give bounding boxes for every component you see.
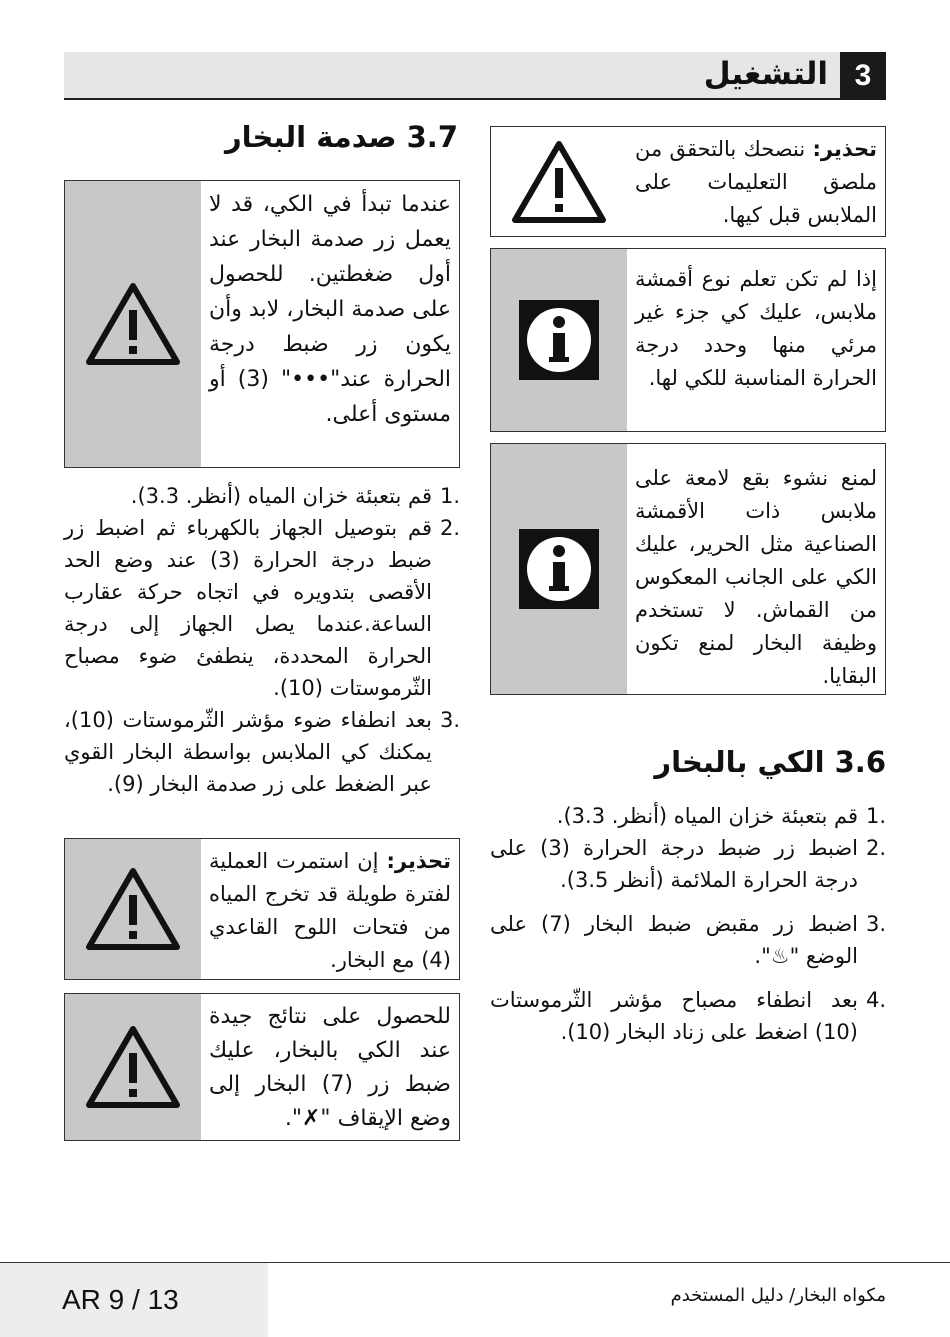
- warning-box-steam-off: [64, 993, 460, 1141]
- warning-icon-cell: [65, 839, 201, 979]
- warning-text-steam-off: للحصول على نتائج جيدة عند الكي بالبخار، عليك ضبط زر (7) البخار إلى وضع الإيقاف "✗".: [209, 1004, 451, 1131]
- section-title-shot-of-steam: 3.7 صدمة البخار: [224, 120, 458, 154]
- page-number: AR 9 / 13: [0, 1263, 268, 1337]
- info-box-synthetic-fabric: [490, 443, 886, 695]
- warning-triangle-icon: [85, 1025, 181, 1109]
- list-item: .2 اضبط زر ضبط درجة الحرارة (3) على درجة الحرارة الملائمة (أنظر 3.5).: [490, 836, 886, 892]
- warning-text-steam-shot: عندما تبدأ في الكي، قد لا يعمل زر صدمة البخار عند أول ضغطتين. للحصول على صدمة البخار، لابد وأن يكون زر ضبط درجة الحرارة عند"•••" (3) أو مستوى أعلى.: [209, 192, 452, 427]
- list-item: .1 قم بتعبئة خزان المياه (أنظر. 3.3).: [130, 484, 460, 508]
- chapter-number: 3: [840, 52, 886, 100]
- warning-triangle-icon: [85, 282, 181, 366]
- warning-box-steam-shot: [64, 180, 460, 468]
- info-icon: [519, 529, 599, 609]
- warning-icon-cell: [65, 994, 201, 1140]
- info-icon-cell: [491, 444, 627, 694]
- shot-of-steam-steps: [64, 480, 460, 800]
- info-icon: [519, 300, 599, 380]
- list-item: .2 قم بتوصيل الجهاز بالكهرباء ثم اضبط زر ضبط درجة الحرارة (3) عند وضع الحد الأقصى بتدويره في اتجاه حركة عقارب الساعة.عندما يصل الجهاز إلى درجة الحرارة المحددة، ينطفئ ضوء مصباح الثّرموستات (10).: [64, 516, 460, 700]
- warning-box-ironing-labels: [490, 126, 886, 237]
- warning-label: تحذير:: [812, 137, 877, 161]
- list-item: .3 اضبط زر مقبض ضبط البخار (7) على الوضع "♨".: [490, 912, 886, 968]
- info-text-synthetic-fabric: لمنع نشوء بقع لامعة على ملابس ذات الأقمشة الصناعية مثل الحرير، عليك الكي على الجانب المعكوس من القماش. لا تستخدم وظيفة البخار لمنع تكون البقايا.: [635, 466, 877, 688]
- warning-text-water-leak: تحذير: إن استمرت العملية لفترة طويلة قد تخرج المياه من فتحات اللوح القاعدي (4) مع البخار.: [209, 849, 451, 972]
- list-item: .1 قم بتعبئة خزان المياه (أنظر. 3.3).: [556, 804, 886, 828]
- steam-off-symbol: "✗".: [284, 1106, 331, 1131]
- warning-icon-cell: [65, 181, 201, 467]
- info-box-unknown-fabric: [490, 248, 886, 432]
- info-text-unknown-fabric: إذا لم تكن تعلم نوع أقمشة ملابس، عليك كي جزء غير مرئي منها وحدد درجة الحرارة المناسبة للكي لها.: [635, 267, 877, 390]
- warning-icon-cell: [491, 127, 627, 236]
- list-item: .4 بعد انطفاء مصباح مؤشر الثّرموستات (10) اضغط على زناد البخار (10).: [490, 988, 886, 1044]
- warning-triangle-icon: [511, 140, 607, 224]
- info-icon-cell: [491, 249, 627, 431]
- warning-text: تحذير: ننصحك بالتحقق من ملصق التعليمات على الملابس قبل كيها.: [635, 137, 877, 227]
- steam-ironing-steps: [490, 800, 886, 1048]
- chapter-title: التشغيل: [703, 56, 828, 92]
- document-title: مكواه البخار/ دليل المستخدم: [670, 1285, 886, 1306]
- section-title-steam-ironing: 3.6 الكي بالبخار: [654, 745, 886, 779]
- list-item: .3 بعد انطفاء ضوء مؤشر الثّرموستات (10)، يمكنك كي الملابس بواسطة البخار القوي عبر الضغط على زر صدمة البخار (9).: [64, 708, 460, 796]
- warning-label: تحذير:: [386, 849, 451, 873]
- warning-box-water-leak: [64, 838, 460, 980]
- warning-triangle-icon: [85, 867, 181, 951]
